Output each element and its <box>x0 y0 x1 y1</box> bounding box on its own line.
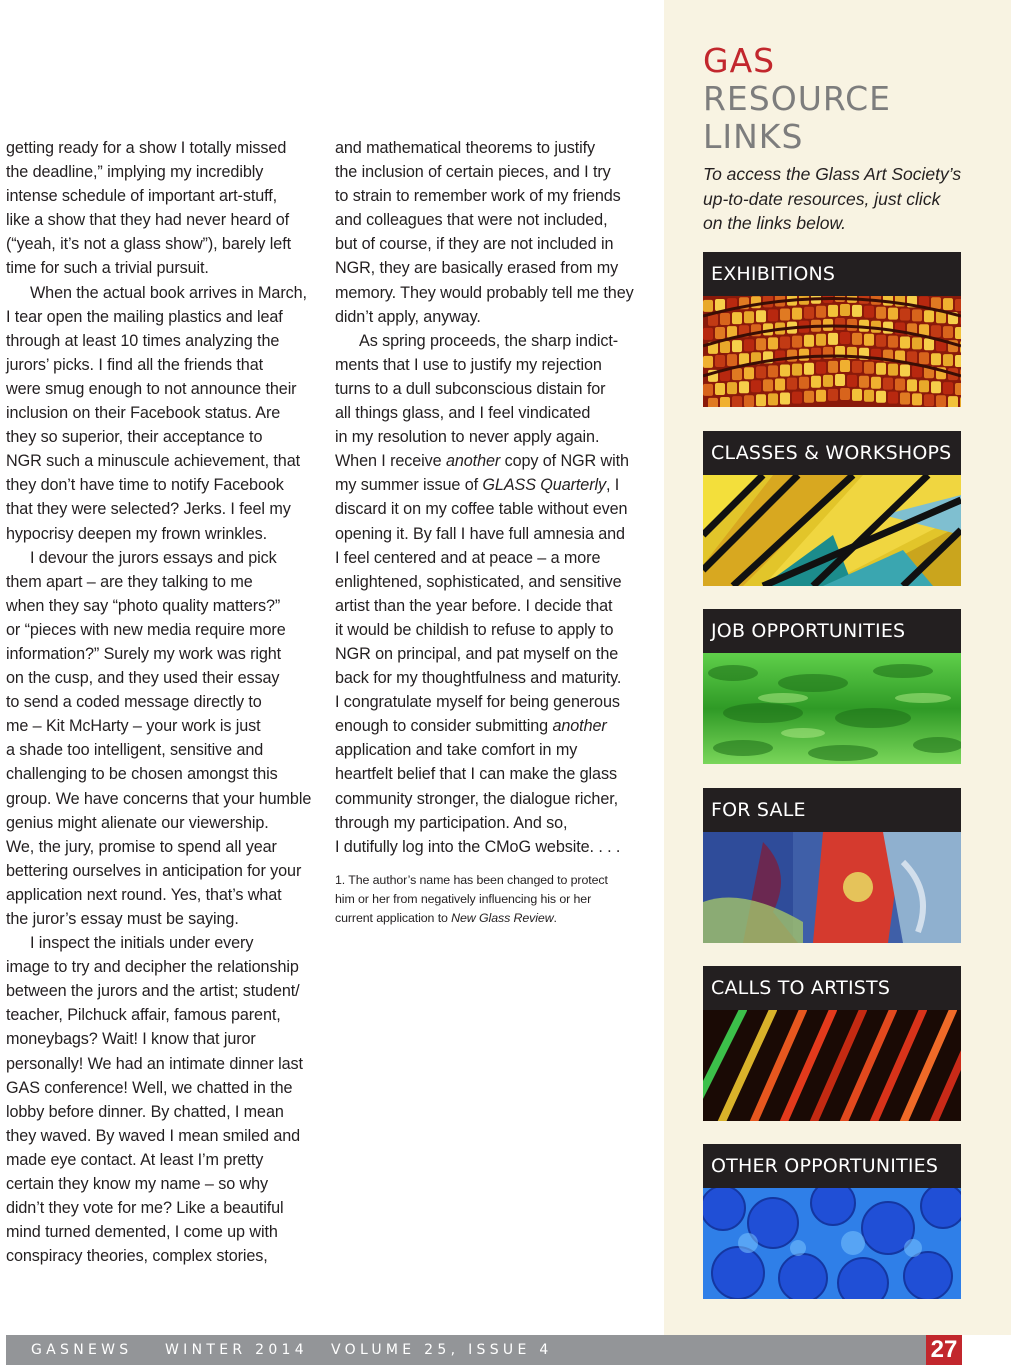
mosaic-tile <box>900 309 910 321</box>
mosaic-tile <box>876 335 886 347</box>
calls-to-artists-link[interactable] <box>703 966 961 1121</box>
calls-glass-rods-image[interactable] <box>703 1010 961 1121</box>
article-line: NGR, they are basically erased from my <box>335 259 619 278</box>
article-line: didn’t they vote for me? Like a beautiful <box>6 1199 284 1218</box>
mosaic-tile <box>720 313 730 325</box>
article-line: information?” Surely my work was right <box>6 644 282 663</box>
page-number: 27 <box>926 1335 962 1365</box>
article-line: getting ready for a show I totally missed <box>6 139 287 157</box>
footer-season: WINTER 2014 <box>165 1342 308 1358</box>
article-line: When I receive another copy of NGR with <box>335 452 629 471</box>
article-line: on the cusp, and they used their essay <box>6 669 280 688</box>
mosaic-tile <box>931 353 941 365</box>
classes-workshops-label[interactable]: CLASSES & WORKSHOPS <box>703 431 961 475</box>
article-line: moneybags? Wait! I know that juror <box>6 1030 256 1049</box>
mosaic-tile <box>912 365 922 377</box>
heading-links: LINKS <box>703 117 804 156</box>
mosaic-tile <box>732 312 742 324</box>
article-line: genius might alienate our viewership. <box>6 813 269 832</box>
mosaic-tile <box>931 325 941 337</box>
article-line: image to try and decipher the relationship <box>6 958 299 977</box>
mosaic-tile <box>948 396 958 407</box>
article-line: memory. They would probably tell me they <box>335 283 634 302</box>
mosaic-tile <box>936 395 946 407</box>
article-line: heartfelt belief that I can make the glass <box>335 765 617 784</box>
article-line: through at least 10 times analyzing the <box>6 331 280 350</box>
mosaic-tile <box>703 328 713 340</box>
mosaic-tile <box>924 394 934 406</box>
article-line: mind turned demented, I come up with <box>6 1223 278 1242</box>
article-line: were smug enough to not announce their <box>6 379 297 398</box>
mosaic-tile <box>816 334 826 346</box>
mosaic-tile <box>943 382 953 394</box>
mosaic-tile <box>864 362 874 374</box>
mosaic-tile <box>792 308 802 320</box>
article-line: intense schedule of important art-stuff, <box>6 187 278 206</box>
article-line: the inclusion of certain pieces, and I try <box>335 163 611 182</box>
article-line: my summer issue of GLASS Quarterly, I <box>335 476 620 495</box>
article-line: to send a coded message directly to <box>6 693 262 712</box>
mosaic-tile <box>720 397 730 407</box>
article-line: enough to consider submitting another <box>335 717 607 736</box>
mosaic-tile <box>715 383 725 395</box>
mosaic-tile <box>703 356 713 368</box>
article-line: I feel centered and at peace – a more <box>335 548 601 567</box>
mosaic-tile <box>787 378 797 390</box>
mosaic-tile <box>799 349 809 361</box>
mosaic-tile <box>931 297 941 309</box>
mosaic-tile <box>727 382 737 394</box>
mosaic-tile <box>715 327 725 339</box>
mosaic-tile <box>787 350 797 362</box>
exhibitions-label[interactable]: EXHIBITIONS <box>703 252 961 296</box>
calls-to-artists-label[interactable]: CALLS TO ARTISTS <box>703 966 961 1010</box>
article-line: artist than the year before. I decide that <box>335 596 613 615</box>
article-line: it would be childish to refuse to apply to <box>335 620 614 639</box>
mosaic-tile <box>775 379 785 391</box>
mosaic-tile <box>912 309 922 321</box>
article-line: them apart – are they talking to me <box>6 572 253 591</box>
article-line: I dutifully log into the CMoG website. . . . <box>335 837 621 856</box>
mosaic-tile <box>900 393 910 405</box>
mosaic-tile <box>708 398 718 407</box>
mosaic-tile <box>732 340 742 352</box>
intro-line: up-to-date resources, just click <box>703 188 941 209</box>
article-line: As spring proceeds, the sharp indict- <box>359 331 619 350</box>
classes-workshops-link[interactable] <box>703 431 961 586</box>
mosaic-tile <box>852 361 862 373</box>
mosaic-tile <box>840 332 850 344</box>
article-line: I inspect the initials under every <box>30 934 254 953</box>
mosaic-tile <box>780 309 790 321</box>
mosaic-tile <box>811 376 821 388</box>
footer-publication: GASNEWS <box>31 1342 133 1358</box>
mosaic-tile <box>703 300 713 312</box>
article-line: I devour the jurors essays and pick <box>30 548 277 567</box>
mosaic-tile <box>864 334 874 346</box>
mosaic-tile <box>840 304 850 316</box>
article-line: NGR such a minuscule achievement, that <box>6 452 301 471</box>
mosaic-tile <box>751 380 761 392</box>
mosaic-tile <box>871 377 881 389</box>
mosaic-tile <box>895 379 905 391</box>
mosaic-tile <box>907 379 917 391</box>
mosaic-tile <box>804 307 814 319</box>
mosaic-tile <box>804 335 814 347</box>
article-line: inclusion on their Facebook status. Are <box>6 404 281 423</box>
article-line: personally! We had an intimate dinner last <box>6 1054 303 1073</box>
for-sale-link[interactable] <box>703 788 961 943</box>
mosaic-tile <box>900 337 910 349</box>
article-line: enlightened, sophisticated, and sensitive <box>335 572 622 591</box>
footnote <box>335 871 635 928</box>
mosaic-tile <box>876 391 886 403</box>
mosaic-tile <box>703 384 713 396</box>
article-paragraph <box>6 281 311 546</box>
article-line: or “pieces with new media require more <box>6 620 286 639</box>
article-line: me – Kit McHarty – your work is just <box>6 717 261 736</box>
intro-line: on the links below. <box>703 213 847 233</box>
other-blue-marbles-image[interactable] <box>703 1188 961 1299</box>
mosaic-tile <box>828 305 838 317</box>
mosaic-tile <box>912 337 922 349</box>
job-opportunities-label[interactable]: JOB OPPORTUNITIES <box>703 609 961 653</box>
article-line: opening it. By fall I have full amnesia and <box>335 524 625 543</box>
article-line: a shade too intelligent, sensitive and <box>6 741 264 760</box>
mosaic-tile <box>799 377 809 389</box>
mosaic-tile <box>943 298 953 310</box>
mosaic-tile <box>835 374 845 386</box>
mosaic-tile <box>888 392 898 404</box>
mosaic-tile <box>943 326 953 338</box>
article-line: hypocrisy deepen my frown wrinkles. <box>6 524 268 543</box>
article-line: bettering ourselves in anticipation for your <box>6 861 302 880</box>
article-line: discard it on my coffee table without even <box>335 500 628 519</box>
article-paragraph <box>6 931 311 1268</box>
article-line: I congratulate myself for being generous <box>335 693 620 712</box>
mosaic-tile <box>840 388 850 400</box>
article-line: back for my thoughtfulness and maturity. <box>335 669 622 688</box>
article-line: and colleagues that were not included, <box>335 211 608 230</box>
article-line: We, the jury, promise to spend all year <box>6 837 277 856</box>
mosaic-tile <box>883 378 893 390</box>
mosaic-tile <box>955 355 961 367</box>
mosaic-tile <box>883 322 893 334</box>
other-opportunities-link[interactable] <box>703 1144 961 1299</box>
article-line: the deadline,” implying my incredibly <box>6 163 264 182</box>
mosaic-tile <box>811 348 821 360</box>
article-line: NGR on principal, and pat myself on the <box>335 644 619 663</box>
article-line: application and take comfort in my <box>335 741 578 760</box>
mosaic-tile <box>852 333 862 345</box>
mosaic-tile <box>888 364 898 376</box>
job-opportunities-link[interactable] <box>703 609 961 764</box>
mosaic-tile <box>919 352 929 364</box>
mosaic-tile <box>780 337 790 349</box>
mosaic-tile <box>943 354 953 366</box>
classes-stained-glass-image[interactable] <box>703 475 961 586</box>
article-line: between the jurors and the artist; student/ <box>6 982 300 1001</box>
footnote-line: him or her from negatively influencing his or her <box>335 891 592 906</box>
mosaic-tile <box>828 361 838 373</box>
mosaic-tile <box>744 311 754 323</box>
mosaic-tile <box>919 380 929 392</box>
mosaic-tile <box>816 390 826 402</box>
mosaic-tile <box>876 307 886 319</box>
article-line: didn’t apply, anyway. <box>335 307 481 326</box>
mosaic-tile <box>816 306 826 318</box>
mosaic-tile <box>804 391 814 403</box>
mosaic-tile <box>744 367 754 379</box>
mosaic-tile <box>828 389 838 401</box>
mosaic-tile <box>732 396 742 407</box>
intro-line: To access the Glass Art Society’s <box>703 164 962 184</box>
mosaic-tile <box>876 363 886 375</box>
mosaic-tile <box>756 338 766 350</box>
mosaic-tile <box>744 395 754 407</box>
article-line: time for such a trivial pursuit. <box>6 259 209 278</box>
mosaic-tile <box>847 375 857 387</box>
heading-gas: GAS <box>703 41 776 80</box>
mosaic-tile <box>888 308 898 320</box>
mosaic-tile <box>955 299 961 311</box>
article-line: turns to a dull subconscious distain for <box>335 379 606 398</box>
footnote-line: current application to New Glass Review. <box>335 910 557 925</box>
mosaic-tile <box>859 376 869 388</box>
mosaic-tile <box>852 389 862 401</box>
article-line: application next round. Yes, that’s what <box>6 885 282 904</box>
footer-volume: VOLUME 25, ISSUE 4 <box>331 1342 553 1358</box>
article-line: jurors’ picks. I find all the friends that <box>6 355 264 374</box>
article-line: like a show that they had never heard of <box>6 211 290 230</box>
article-line: all things glass, and I feel vindicated <box>335 404 591 423</box>
mosaic-tile <box>763 379 773 391</box>
article-paragraph <box>6 136 311 281</box>
article-line: the juror’s essay must be saying. <box>6 910 239 928</box>
mosaic-tile <box>715 355 725 367</box>
mosaic-tile <box>727 354 737 366</box>
article-line: in my resolution to never apply again. <box>335 428 600 447</box>
mosaic-tile <box>780 393 790 405</box>
article-line: community stronger, the dialogue richer, <box>335 789 619 808</box>
article-line: to strain to remember work of my friends <box>335 187 621 206</box>
article-line: that they were selected? Jerks. I feel my <box>6 500 291 519</box>
article-line: conspiracy theories, complex stories, <box>6 1247 268 1266</box>
mosaic-tile <box>792 364 802 376</box>
article-line: (“yeah, it’s not a glass show”), barely left <box>6 235 291 254</box>
article-column-2 <box>335 136 635 928</box>
mosaic-tile <box>828 333 838 345</box>
for-sale-painted-image[interactable] <box>703 832 961 943</box>
article-line: they don’t have time to notify Facebook <box>6 476 284 495</box>
sidebar-intro-text <box>703 162 1003 236</box>
mosaic-tile <box>888 336 898 348</box>
mosaic-tile <box>852 305 862 317</box>
mosaic-tile <box>756 310 766 322</box>
mosaic-tile <box>756 394 766 406</box>
article-line: but of course, if they are not included in <box>335 235 614 254</box>
mosaic-tile <box>780 365 790 377</box>
mosaic-tile <box>756 366 766 378</box>
article-paragraph <box>6 546 311 932</box>
mosaic-tile <box>715 299 725 311</box>
mosaic-tile <box>768 365 778 377</box>
mosaic-tile <box>912 393 922 405</box>
mosaic-tile <box>823 375 833 387</box>
mosaic-tile <box>792 392 802 404</box>
article-line: they waved. By waved I mean smiled and <box>6 1126 301 1145</box>
mosaic-tile <box>720 341 730 353</box>
article-line: teacher, Pilchuck affair, famous parent, <box>6 1006 281 1025</box>
mosaic-tile <box>960 397 961 407</box>
mosaic-tile <box>864 306 874 318</box>
mosaic-tile <box>931 381 941 393</box>
article-line: GAS conference! Well, we chatted in the <box>6 1078 293 1097</box>
exhibitions-mosaic-image[interactable] <box>703 296 961 407</box>
mosaic-tile <box>924 338 934 350</box>
other-opportunities-label[interactable]: OTHER OPPORTUNITIES <box>703 1144 961 1188</box>
mosaic-tile <box>864 390 874 402</box>
mosaic-tile <box>924 310 934 322</box>
mosaic-tile <box>732 368 742 380</box>
article-line: When the actual book arrives in March, <box>30 283 307 302</box>
footnote-line: 1. The author’s name has been changed to protect <box>335 872 608 887</box>
mosaic-tile <box>768 309 778 321</box>
mosaic-tile <box>768 393 778 405</box>
article-line: when they say “photo quality matters?” <box>6 596 281 615</box>
article-line: they so superior, their acceptance to <box>6 428 263 447</box>
article-paragraph <box>335 136 635 329</box>
sidebar-heading <box>703 42 891 156</box>
mosaic-tile <box>955 383 961 395</box>
mosaic-tile <box>768 337 778 349</box>
article-line: lobby before dinner. By chatted, I mean <box>6 1102 284 1121</box>
mosaic-tile <box>835 318 845 330</box>
mosaic-tile <box>816 362 826 374</box>
heading-resource: RESOURCE <box>703 79 892 118</box>
mosaic-tile <box>792 336 802 348</box>
exhibitions-link[interactable] <box>703 252 961 407</box>
article-column-1 <box>6 136 311 1268</box>
article-line: ments that I use to justify my rejection <box>335 355 602 374</box>
mosaic-tile <box>840 360 850 372</box>
article-line: and mathematical theorems to justify <box>335 139 596 157</box>
mosaic-tile <box>900 365 910 377</box>
footer-bar <box>6 1335 962 1365</box>
job-green-glass-image[interactable] <box>703 653 961 764</box>
mosaic-tile <box>744 339 754 351</box>
for-sale-label[interactable]: FOR SALE <box>703 788 961 832</box>
article-line: group. We have concerns that your humble <box>6 789 312 808</box>
mosaic-tile <box>739 381 749 393</box>
article-paragraph <box>335 329 635 859</box>
article-line: made eye contact. At least I’m pretty <box>6 1150 264 1169</box>
article-line: through my participation. And so, <box>335 813 568 832</box>
mosaic-tile <box>804 363 814 375</box>
article-line: certain they know my name – so why <box>6 1175 269 1194</box>
article-line: I tear open the mailing plastics and leaf <box>6 307 283 326</box>
mosaic-tile <box>955 327 961 339</box>
article-line: challenging to be chosen amongst this <box>6 765 278 784</box>
